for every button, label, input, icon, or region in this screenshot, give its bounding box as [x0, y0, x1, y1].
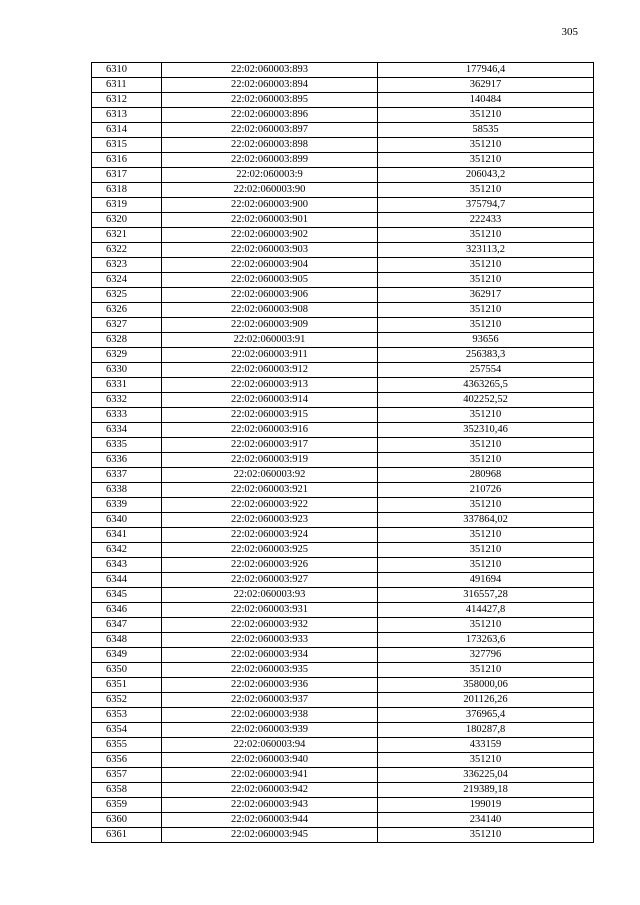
value-cell: 351210	[378, 828, 594, 843]
value-cell: 351210	[378, 558, 594, 573]
table-row	[92, 198, 594, 213]
value-cell: 256383,3	[378, 348, 594, 363]
value-cell: 219389,18	[378, 783, 594, 798]
cadastral-number-cell: 22:02:060003:936	[162, 678, 378, 693]
row-number-cell: 6325	[92, 288, 162, 303]
value-cell: 414427,8	[378, 603, 594, 618]
cadastral-number-cell: 22:02:060003:939	[162, 723, 378, 738]
value-cell: 351210	[378, 438, 594, 453]
row-number-cell: 6337	[92, 468, 162, 483]
cadastral-number-cell: 22:02:060003:938	[162, 708, 378, 723]
value-cell: 351210	[378, 753, 594, 768]
table-row	[92, 423, 594, 438]
cadastral-number-cell: 22:02:060003:914	[162, 393, 378, 408]
row-number-cell: 6349	[92, 648, 162, 663]
row-number-cell: 6324	[92, 273, 162, 288]
cadastral-number-cell: 22:02:060003:92	[162, 468, 378, 483]
row-number-cell: 6319	[92, 198, 162, 213]
row-number-cell: 6317	[92, 168, 162, 183]
table-row	[92, 783, 594, 798]
cadastral-number-cell: 22:02:060003:912	[162, 363, 378, 378]
row-number-cell: 6350	[92, 663, 162, 678]
value-cell: 280968	[378, 468, 594, 483]
cadastral-number-cell: 22:02:060003:917	[162, 438, 378, 453]
cadastral-number-cell: 22:02:060003:932	[162, 618, 378, 633]
row-number-cell: 6361	[92, 828, 162, 843]
value-cell: 491694	[378, 573, 594, 588]
value-cell: 376965,4	[378, 708, 594, 723]
value-cell: 358000,06	[378, 678, 594, 693]
cadastral-number-cell: 22:02:060003:935	[162, 663, 378, 678]
table-row	[92, 603, 594, 618]
page-number: 305	[561, 26, 578, 38]
row-number-cell: 6334	[92, 423, 162, 438]
row-number-cell: 6356	[92, 753, 162, 768]
value-cell: 323113,2	[378, 243, 594, 258]
value-cell: 351210	[378, 543, 594, 558]
row-number-cell: 6351	[92, 678, 162, 693]
value-cell: 402252,52	[378, 393, 594, 408]
cadastral-number-cell: 22:02:060003:904	[162, 258, 378, 273]
value-cell: 351210	[378, 663, 594, 678]
cadastral-number-cell: 22:02:060003:922	[162, 498, 378, 513]
value-cell: 93656	[378, 333, 594, 348]
table-row	[92, 468, 594, 483]
table-row	[92, 813, 594, 828]
row-number-cell: 6322	[92, 243, 162, 258]
cadastral-number-cell: 22:02:060003:942	[162, 783, 378, 798]
row-number-cell: 6315	[92, 138, 162, 153]
table-row	[92, 93, 594, 108]
table-row	[92, 273, 594, 288]
value-cell: 352310,46	[378, 423, 594, 438]
cadastral-number-cell: 22:02:060003:933	[162, 633, 378, 648]
cadastral-number-cell: 22:02:060003:895	[162, 93, 378, 108]
cadastral-number-cell: 22:02:060003:901	[162, 213, 378, 228]
cadastral-number-cell: 22:02:060003:944	[162, 813, 378, 828]
row-number-cell: 6312	[92, 93, 162, 108]
value-cell: 351210	[378, 303, 594, 318]
table-row	[92, 333, 594, 348]
row-number-cell: 6354	[92, 723, 162, 738]
registry-table	[91, 62, 594, 843]
cadastral-number-cell: 22:02:060003:924	[162, 528, 378, 543]
row-number-cell: 6360	[92, 813, 162, 828]
value-cell: 177946,4	[378, 63, 594, 78]
row-number-cell: 6321	[92, 228, 162, 243]
row-number-cell: 6311	[92, 78, 162, 93]
cadastral-number-cell: 22:02:060003:93	[162, 588, 378, 603]
row-number-cell: 6336	[92, 453, 162, 468]
row-number-cell: 6352	[92, 693, 162, 708]
table-row	[92, 393, 594, 408]
table-row	[92, 123, 594, 138]
table-row	[92, 168, 594, 183]
row-number-cell: 6323	[92, 258, 162, 273]
row-number-cell: 6331	[92, 378, 162, 393]
table-row	[92, 243, 594, 258]
value-cell: 351210	[378, 618, 594, 633]
table-row	[92, 588, 594, 603]
cadastral-number-cell: 22:02:060003:9	[162, 168, 378, 183]
table-row	[92, 828, 594, 843]
value-cell: 337864,02	[378, 513, 594, 528]
table-row	[92, 483, 594, 498]
cadastral-number-cell: 22:02:060003:902	[162, 228, 378, 243]
cadastral-number-cell: 22:02:060003:905	[162, 273, 378, 288]
row-number-cell: 6327	[92, 318, 162, 333]
table-row	[92, 543, 594, 558]
row-number-cell: 6355	[92, 738, 162, 753]
cadastral-number-cell: 22:02:060003:915	[162, 408, 378, 423]
row-number-cell: 6329	[92, 348, 162, 363]
value-cell: 351210	[378, 498, 594, 513]
cadastral-number-cell: 22:02:060003:937	[162, 693, 378, 708]
value-cell: 351210	[378, 528, 594, 543]
table-row	[92, 408, 594, 423]
cadastral-number-cell: 22:02:060003:945	[162, 828, 378, 843]
value-cell: 173263,6	[378, 633, 594, 648]
value-cell: 210726	[378, 483, 594, 498]
cadastral-number-cell: 22:02:060003:909	[162, 318, 378, 333]
table-row	[92, 108, 594, 123]
row-number-cell: 6332	[92, 393, 162, 408]
value-cell: 222433	[378, 213, 594, 228]
value-cell: 351210	[378, 228, 594, 243]
table-row	[92, 183, 594, 198]
cadastral-number-cell: 22:02:060003:919	[162, 453, 378, 468]
table-row	[92, 648, 594, 663]
value-cell: 316557,28	[378, 588, 594, 603]
value-cell: 336225,04	[378, 768, 594, 783]
row-number-cell: 6346	[92, 603, 162, 618]
table-row	[92, 708, 594, 723]
value-cell: 234140	[378, 813, 594, 828]
row-number-cell: 6310	[92, 63, 162, 78]
row-number-cell: 6318	[92, 183, 162, 198]
table-row	[92, 723, 594, 738]
value-cell: 351210	[378, 138, 594, 153]
cadastral-number-cell: 22:02:060003:91	[162, 333, 378, 348]
table-row	[92, 663, 594, 678]
row-number-cell: 6330	[92, 363, 162, 378]
cadastral-number-cell: 22:02:060003:921	[162, 483, 378, 498]
value-cell: 58535	[378, 123, 594, 138]
value-cell: 351210	[378, 183, 594, 198]
cadastral-number-cell: 22:02:060003:931	[162, 603, 378, 618]
cadastral-number-cell: 22:02:060003:943	[162, 798, 378, 813]
table-row	[92, 528, 594, 543]
value-cell: 327796	[378, 648, 594, 663]
value-cell: 140484	[378, 93, 594, 108]
row-number-cell: 6338	[92, 483, 162, 498]
table-row	[92, 753, 594, 768]
cadastral-number-cell: 22:02:060003:94	[162, 738, 378, 753]
row-number-cell: 6353	[92, 708, 162, 723]
cadastral-number-cell: 22:02:060003:906	[162, 288, 378, 303]
cadastral-number-cell: 22:02:060003:898	[162, 138, 378, 153]
table-row	[92, 363, 594, 378]
value-cell: 433159	[378, 738, 594, 753]
value-cell: 362917	[378, 288, 594, 303]
cadastral-number-cell: 22:02:060003:913	[162, 378, 378, 393]
value-cell: 351210	[378, 153, 594, 168]
row-number-cell: 6313	[92, 108, 162, 123]
cadastral-number-cell: 22:02:060003:941	[162, 768, 378, 783]
value-cell: 351210	[378, 273, 594, 288]
value-cell: 201126,26	[378, 693, 594, 708]
row-number-cell: 6344	[92, 573, 162, 588]
cadastral-number-cell: 22:02:060003:940	[162, 753, 378, 768]
cadastral-number-cell: 22:02:060003:908	[162, 303, 378, 318]
table-row	[92, 378, 594, 393]
row-number-cell: 6340	[92, 513, 162, 528]
value-cell: 351210	[378, 318, 594, 333]
value-cell: 206043,2	[378, 168, 594, 183]
row-number-cell: 6314	[92, 123, 162, 138]
cadastral-number-cell: 22:02:060003:911	[162, 348, 378, 363]
table-row	[92, 798, 594, 813]
table-row	[92, 138, 594, 153]
cadastral-number-cell: 22:02:060003:899	[162, 153, 378, 168]
cadastral-number-cell: 22:02:060003:934	[162, 648, 378, 663]
table-row	[92, 288, 594, 303]
value-cell: 375794,7	[378, 198, 594, 213]
table-row	[92, 618, 594, 633]
cadastral-number-cell: 22:02:060003:916	[162, 423, 378, 438]
cadastral-number-cell: 22:02:060003:893	[162, 63, 378, 78]
table-row	[92, 63, 594, 78]
value-cell: 351210	[378, 258, 594, 273]
row-number-cell: 6320	[92, 213, 162, 228]
table-body	[92, 63, 594, 843]
cadastral-number-cell: 22:02:060003:923	[162, 513, 378, 528]
row-number-cell: 6341	[92, 528, 162, 543]
table-row	[92, 318, 594, 333]
table-row	[92, 213, 594, 228]
table-row	[92, 153, 594, 168]
table-row	[92, 573, 594, 588]
table-row	[92, 303, 594, 318]
table-row	[92, 78, 594, 93]
value-cell: 351210	[378, 108, 594, 123]
value-cell: 362917	[378, 78, 594, 93]
value-cell: 257554	[378, 363, 594, 378]
value-cell: 351210	[378, 408, 594, 423]
row-number-cell: 6342	[92, 543, 162, 558]
table-row	[92, 633, 594, 648]
row-number-cell: 6347	[92, 618, 162, 633]
cadastral-number-cell: 22:02:060003:927	[162, 573, 378, 588]
row-number-cell: 6345	[92, 588, 162, 603]
table-row	[92, 678, 594, 693]
value-cell: 351210	[378, 453, 594, 468]
table-row	[92, 438, 594, 453]
row-number-cell: 6316	[92, 153, 162, 168]
table-row	[92, 738, 594, 753]
row-number-cell: 6343	[92, 558, 162, 573]
table-row	[92, 513, 594, 528]
value-cell: 4363265,5	[378, 378, 594, 393]
cadastral-number-cell: 22:02:060003:926	[162, 558, 378, 573]
value-cell: 199019	[378, 798, 594, 813]
table-row	[92, 258, 594, 273]
table-row	[92, 768, 594, 783]
row-number-cell: 6328	[92, 333, 162, 348]
row-number-cell: 6357	[92, 768, 162, 783]
table-row	[92, 693, 594, 708]
row-number-cell: 6359	[92, 798, 162, 813]
row-number-cell: 6333	[92, 408, 162, 423]
row-number-cell: 6326	[92, 303, 162, 318]
row-number-cell: 6339	[92, 498, 162, 513]
cadastral-number-cell: 22:02:060003:90	[162, 183, 378, 198]
cadastral-number-cell: 22:02:060003:900	[162, 198, 378, 213]
table-row	[92, 498, 594, 513]
cadastral-number-cell: 22:02:060003:894	[162, 78, 378, 93]
table-row	[92, 228, 594, 243]
cadastral-number-cell: 22:02:060003:896	[162, 108, 378, 123]
row-number-cell: 6358	[92, 783, 162, 798]
table-row	[92, 453, 594, 468]
table-row	[92, 558, 594, 573]
cadastral-number-cell: 22:02:060003:925	[162, 543, 378, 558]
row-number-cell: 6335	[92, 438, 162, 453]
cadastral-number-cell: 22:02:060003:903	[162, 243, 378, 258]
value-cell: 180287,8	[378, 723, 594, 738]
table-row	[92, 348, 594, 363]
cadastral-number-cell: 22:02:060003:897	[162, 123, 378, 138]
row-number-cell: 6348	[92, 633, 162, 648]
